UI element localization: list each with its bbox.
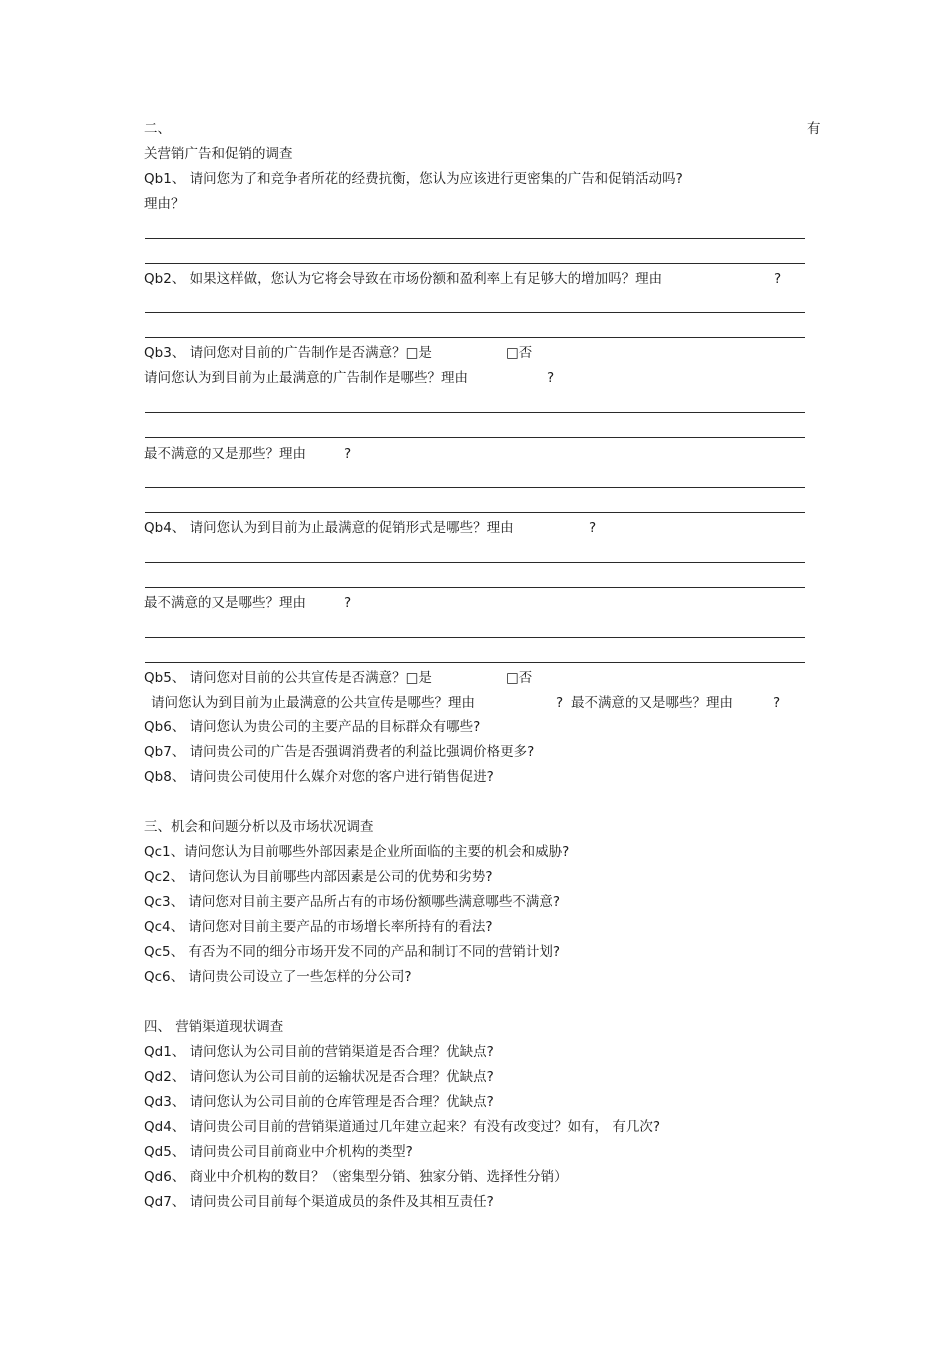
answer-line[interactable] [145, 437, 805, 438]
answer-line[interactable] [145, 562, 805, 563]
answer-line[interactable] [145, 337, 805, 338]
question-qb4: Qb4、 请问您认为到目前为止最满意的促销形式是哪些？理由 [144, 520, 514, 536]
question-qc2: Qc2、 请问您认为目前哪些内部因素是公司的优势和劣势? [144, 869, 493, 885]
question-qb5-worst: 最不满意的又是哪些？理由 [571, 695, 733, 711]
question-qb1-reason: 理由？ [144, 196, 185, 212]
section-2-title: 关营销广告和促销的调查 [144, 146, 293, 162]
answer-line[interactable] [145, 412, 805, 413]
answer-line[interactable] [145, 512, 805, 513]
answer-line[interactable] [145, 263, 805, 264]
question-qb5-best-mark: ? [556, 695, 564, 711]
question-qb6: Qb6、 请问您认为贵公司的主要产品的目标群众有哪些? [144, 719, 481, 735]
answer-line[interactable] [145, 312, 805, 313]
question-qc4: Qc4、 请问您对目前主要产品的市场增长率所持有的看法? [144, 919, 493, 935]
answer-line[interactable] [145, 637, 805, 638]
question-qb1: Qb1、 请问您为了和竞争者所花的经费抗衡，您认为应该进行更密集的广告和促销活动吗? [144, 171, 683, 187]
question-qb3-best-mark: ? [547, 370, 555, 386]
question-qd7: Qd7、 请问贵公司目前每个渠道成员的条件及其相互责任? [144, 1194, 494, 1210]
question-qc3: Qc3、 请问您对目前主要产品所占有的市场份额哪些满意哪些不满意? [144, 894, 561, 910]
question-qb3-worst: 最不满意的又是那些？理由 [144, 446, 306, 462]
question-qb5-best: 请问您认为到目前为止最满意的公共宣传是哪些？理由 [151, 695, 475, 711]
question-qd5: Qd5、 请问贵公司目前商业中介机构的类型? [144, 1144, 413, 1160]
question-qd2: Qd2、 请问您认为公司目前的运输状况是否合理？优缺点? [144, 1069, 494, 1085]
checkbox-qb5-no[interactable]: □否 [506, 670, 533, 686]
question-qd3: Qd3、 请问您认为公司目前的仓库管理是否合理？优缺点? [144, 1094, 494, 1110]
answer-line[interactable] [145, 487, 805, 488]
question-qb2-mark: ? [774, 271, 782, 287]
section-4-title: 四、 营销渠道现状调查 [144, 1019, 284, 1035]
section-2-title-end: 有 [807, 121, 821, 137]
question-qd6: Qd6、 商业中介机构的数目？（密集型分销、独家分销、选择性分销） [144, 1169, 568, 1185]
question-qb3-best: 请问您认为到目前为止最满意的广告制作是哪些？理由 [144, 370, 468, 386]
question-qd4: Qd4、 请问贵公司目前的营销渠道通过几年建立起来？有没有改变过？如有， 有几次? [144, 1119, 661, 1135]
question-qb5-worst-mark: ? [773, 695, 781, 711]
question-qd1: Qd1、 请问您认为公司目前的营销渠道是否合理？优缺点? [144, 1044, 494, 1060]
answer-line[interactable] [145, 662, 805, 663]
question-qb4-worst: 最不满意的又是哪些？理由 [144, 595, 306, 611]
question-qc1: Qc1、请问您认为目前哪些外部因素是企业所面临的主要的机会和威胁? [144, 844, 570, 860]
question-qb4-mark: ? [589, 520, 597, 536]
question-qc5: Qc5、 有否为不同的细分市场开发不同的产品和制订不同的营销计划? [144, 944, 561, 960]
question-qb5: Qb5、 请问您对目前的公共宣传是否满意？□是 [144, 670, 432, 686]
question-qb3-worst-mark: ? [344, 446, 352, 462]
section-2-number: 二、 [144, 121, 171, 137]
question-qb8: Qb8、 请问贵公司使用什么媒介对您的客户进行销售促进? [144, 769, 494, 785]
question-qb4-worst-mark: ? [344, 595, 352, 611]
question-qc6: Qc6、 请问贵公司设立了一些怎样的分公司? [144, 969, 412, 985]
section-3-title: 三、机会和问题分析以及市场状况调查 [144, 819, 374, 835]
question-qb7: Qb7、 请问贵公司的广告是否强调消费者的利益比强调价格更多? [144, 744, 535, 760]
question-qb2: Qb2、 如果这样做，您认为它将会导致在市场份额和盈利率上有足够大的增加吗？理由 [144, 271, 663, 287]
answer-line[interactable] [145, 238, 805, 239]
answer-line[interactable] [145, 587, 805, 588]
checkbox-qb3-no[interactable]: □否 [506, 345, 533, 361]
question-qb3: Qb3、 请问您对目前的广告制作是否满意？□是 [144, 345, 432, 361]
